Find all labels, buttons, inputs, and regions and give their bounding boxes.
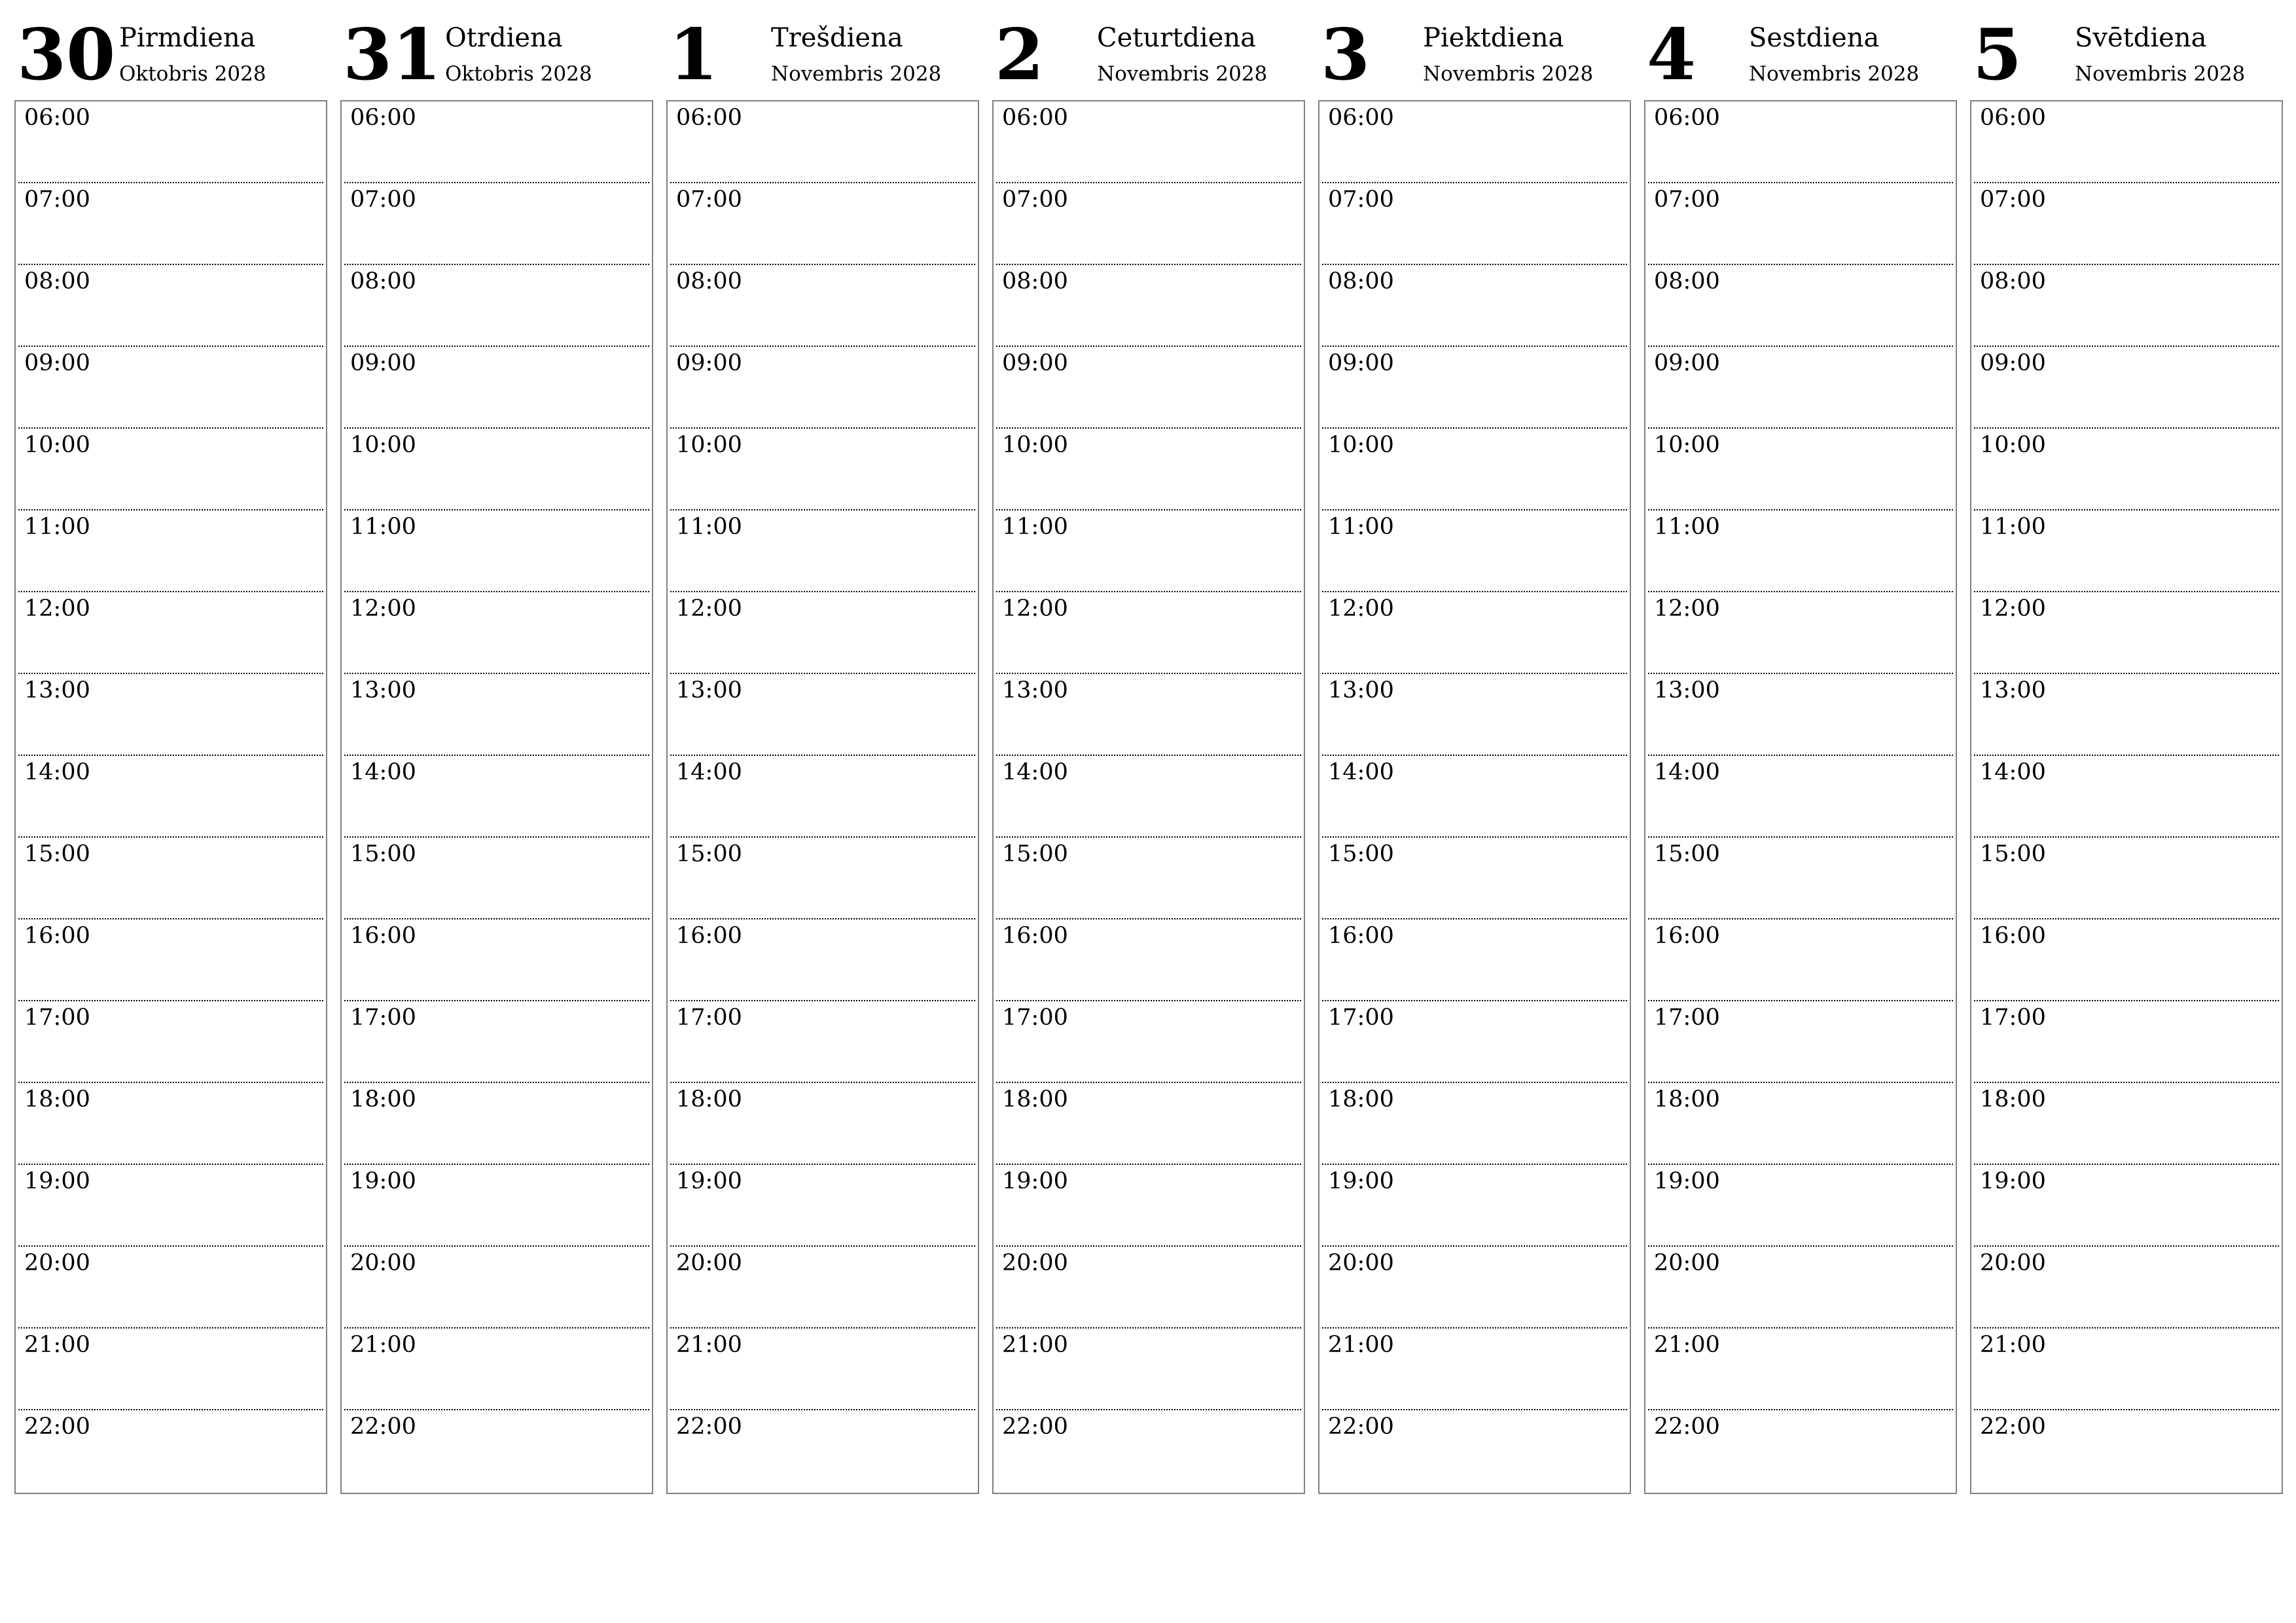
time-slot[interactable] xyxy=(670,1329,975,1410)
time-slot[interactable] xyxy=(18,1001,323,1083)
day-column xyxy=(1318,0,1631,1440)
time-label: 11:00 xyxy=(24,514,90,540)
time-slot[interactable] xyxy=(1322,183,1627,265)
schedule-box xyxy=(992,100,1305,1494)
time-slot[interactable] xyxy=(996,1410,1301,1492)
time-label: 22:00 xyxy=(1980,1414,2046,1440)
time-slot[interactable] xyxy=(1974,592,2279,674)
time-slot[interactable] xyxy=(1322,1083,1627,1165)
time-slot[interactable] xyxy=(1322,429,1627,510)
time-slot[interactable] xyxy=(18,674,323,756)
time-label: 16:00 xyxy=(676,923,742,949)
weekday-name: Ceturtdiena xyxy=(1097,23,1256,53)
month-year: Novembris 2028 xyxy=(1097,62,1268,86)
time-slot[interactable] xyxy=(996,429,1301,510)
time-slot[interactable] xyxy=(1322,1165,1627,1247)
month-year: Novembris 2028 xyxy=(1749,62,1920,86)
day-number: 1 xyxy=(669,14,719,96)
time-slot[interactable] xyxy=(344,919,649,1001)
day-header xyxy=(1970,0,2283,100)
time-label: 18:00 xyxy=(24,1086,90,1113)
time-slot[interactable] xyxy=(1322,838,1627,919)
time-slot[interactable] xyxy=(18,756,323,838)
time-slot[interactable] xyxy=(344,1001,649,1083)
time-slot[interactable] xyxy=(1974,265,2279,347)
day-header xyxy=(340,0,653,100)
time-label: 14:00 xyxy=(350,759,416,785)
day-column xyxy=(1970,0,2283,1440)
time-label: 09:00 xyxy=(1002,350,1068,376)
time-label: 16:00 xyxy=(1328,923,1394,949)
time-label: 17:00 xyxy=(1654,1005,1720,1031)
time-label: 17:00 xyxy=(24,1005,90,1031)
month-year: Novembris 2028 xyxy=(2075,62,2246,86)
time-label: 11:00 xyxy=(1002,514,1068,540)
time-slot[interactable] xyxy=(670,265,975,347)
time-slot[interactable] xyxy=(344,265,649,347)
time-slot[interactable] xyxy=(1648,1329,1953,1410)
weekday-name: Svētdiena xyxy=(2075,23,2207,53)
time-label: 15:00 xyxy=(676,841,742,867)
time-label: 22:00 xyxy=(676,1414,742,1440)
time-label: 20:00 xyxy=(1002,1250,1068,1276)
time-slot[interactable] xyxy=(1974,1165,2279,1247)
time-label: 17:00 xyxy=(1002,1005,1068,1031)
time-label: 13:00 xyxy=(1328,677,1394,704)
time-slot[interactable] xyxy=(1974,756,2279,838)
time-slot[interactable] xyxy=(1648,1410,1953,1492)
time-slot[interactable] xyxy=(18,838,323,919)
time-label: 13:00 xyxy=(1654,677,1720,704)
day-number: 3 xyxy=(1321,14,1371,96)
time-slot[interactable] xyxy=(1648,510,1953,592)
time-slot[interactable] xyxy=(1322,1329,1627,1410)
time-label: 19:00 xyxy=(1654,1168,1720,1194)
time-slot[interactable] xyxy=(18,265,323,347)
time-label: 21:00 xyxy=(24,1332,90,1358)
time-label: 08:00 xyxy=(24,268,90,294)
day-header xyxy=(1644,0,1957,100)
time-label: 17:00 xyxy=(676,1005,742,1031)
weekday-name: Pirmdiena xyxy=(119,23,256,53)
time-slot[interactable] xyxy=(344,183,649,265)
time-slot[interactable] xyxy=(1322,756,1627,838)
time-slot[interactable] xyxy=(996,1247,1301,1329)
day-number: 30 xyxy=(17,14,116,96)
time-label: 13:00 xyxy=(676,677,742,704)
time-label: 09:00 xyxy=(350,350,416,376)
time-slot[interactable] xyxy=(1648,756,1953,838)
time-label: 16:00 xyxy=(24,923,90,949)
day-column xyxy=(14,0,327,1440)
time-slot[interactable] xyxy=(1648,101,1953,183)
time-label: 14:00 xyxy=(1980,759,2046,785)
time-slot[interactable] xyxy=(1322,919,1627,1001)
time-slot[interactable] xyxy=(670,1083,975,1165)
time-slot[interactable] xyxy=(1648,1247,1953,1329)
time-slot[interactable] xyxy=(344,1083,649,1165)
time-label: 08:00 xyxy=(1002,268,1068,294)
time-label: 07:00 xyxy=(676,187,742,213)
time-label: 17:00 xyxy=(1980,1005,2046,1031)
time-slot[interactable] xyxy=(18,510,323,592)
month-year: Novembris 2028 xyxy=(771,62,942,86)
time-label: 19:00 xyxy=(24,1168,90,1194)
time-slot[interactable] xyxy=(670,1247,975,1329)
time-slot[interactable] xyxy=(996,674,1301,756)
time-label: 19:00 xyxy=(1980,1168,2046,1194)
time-slot[interactable] xyxy=(670,838,975,919)
time-label: 22:00 xyxy=(1654,1414,1720,1440)
time-slot[interactable] xyxy=(344,592,649,674)
time-label: 10:00 xyxy=(1654,432,1720,458)
time-label: 16:00 xyxy=(350,923,416,949)
time-slot[interactable] xyxy=(670,1410,975,1492)
time-slot[interactable] xyxy=(1974,1247,2279,1329)
time-label: 20:00 xyxy=(1328,1250,1394,1276)
time-slot[interactable] xyxy=(344,101,649,183)
time-label: 06:00 xyxy=(1654,105,1720,131)
time-label: 10:00 xyxy=(1002,432,1068,458)
time-label: 18:00 xyxy=(1654,1086,1720,1113)
time-slot[interactable] xyxy=(18,919,323,1001)
time-label: 16:00 xyxy=(1002,923,1068,949)
time-slot[interactable] xyxy=(1974,347,2279,429)
day-header xyxy=(14,0,327,100)
time-label: 10:00 xyxy=(676,432,742,458)
time-label: 10:00 xyxy=(24,432,90,458)
time-label: 22:00 xyxy=(1002,1414,1068,1440)
time-label: 09:00 xyxy=(24,350,90,376)
time-slot[interactable] xyxy=(344,1329,649,1410)
month-year: Oktobris 2028 xyxy=(445,62,592,86)
time-slot[interactable] xyxy=(344,1247,649,1329)
weekday-name: Piektdiena xyxy=(1423,23,1564,53)
schedule-box xyxy=(14,100,327,1494)
schedule-box xyxy=(666,100,979,1494)
time-slot[interactable] xyxy=(996,756,1301,838)
time-slot[interactable] xyxy=(18,1410,323,1492)
time-label: 18:00 xyxy=(676,1086,742,1113)
time-slot[interactable] xyxy=(1322,347,1627,429)
time-label: 19:00 xyxy=(1328,1168,1394,1194)
time-label: 18:00 xyxy=(1980,1086,2046,1113)
time-slot[interactable] xyxy=(1322,1001,1627,1083)
schedule-box xyxy=(340,100,653,1494)
time-label: 22:00 xyxy=(1328,1414,1394,1440)
time-label: 06:00 xyxy=(1002,105,1068,131)
time-label: 14:00 xyxy=(1002,759,1068,785)
time-label: 20:00 xyxy=(1654,1250,1720,1276)
time-label: 13:00 xyxy=(24,677,90,704)
time-slot[interactable] xyxy=(670,919,975,1001)
time-label: 21:00 xyxy=(1980,1332,2046,1358)
time-label: 20:00 xyxy=(1980,1250,2046,1276)
day-column xyxy=(340,0,653,1440)
time-slot[interactable] xyxy=(344,674,649,756)
time-label: 11:00 xyxy=(676,514,742,540)
day-column xyxy=(1644,0,1957,1440)
time-label: 12:00 xyxy=(24,596,90,622)
month-year: Oktobris 2028 xyxy=(119,62,266,86)
schedule-box xyxy=(1318,100,1631,1494)
time-label: 08:00 xyxy=(350,268,416,294)
time-slot[interactable] xyxy=(1648,1083,1953,1165)
time-slot[interactable] xyxy=(1648,1001,1953,1083)
time-label: 09:00 xyxy=(1980,350,2046,376)
time-slot[interactable] xyxy=(996,838,1301,919)
day-header xyxy=(666,0,979,100)
time-label: 09:00 xyxy=(1654,350,1720,376)
time-label: 10:00 xyxy=(1328,432,1394,458)
time-label: 16:00 xyxy=(1654,923,1720,949)
time-slot[interactable] xyxy=(996,1001,1301,1083)
time-label: 21:00 xyxy=(1328,1332,1394,1358)
time-label: 18:00 xyxy=(1002,1086,1068,1113)
day-header xyxy=(992,0,1305,100)
month-year: Novembris 2028 xyxy=(1423,62,1594,86)
time-slot[interactable] xyxy=(670,1165,975,1247)
time-label: 07:00 xyxy=(1654,187,1720,213)
time-slot[interactable] xyxy=(670,1001,975,1083)
time-label: 06:00 xyxy=(1328,105,1394,131)
time-label: 11:00 xyxy=(1654,514,1720,540)
time-label: 21:00 xyxy=(350,1332,416,1358)
time-label: 17:00 xyxy=(1328,1005,1394,1031)
time-slot[interactable] xyxy=(670,592,975,674)
time-slot[interactable] xyxy=(670,756,975,838)
time-slot[interactable] xyxy=(1322,265,1627,347)
time-slot[interactable] xyxy=(670,429,975,510)
time-slot[interactable] xyxy=(1648,429,1953,510)
time-slot[interactable] xyxy=(1648,183,1953,265)
time-label: 11:00 xyxy=(1980,514,2046,540)
time-slot[interactable] xyxy=(996,919,1301,1001)
time-slot[interactable] xyxy=(1322,1247,1627,1329)
day-header xyxy=(1318,0,1631,100)
time-slot[interactable] xyxy=(1974,1329,2279,1410)
day-column xyxy=(666,0,979,1440)
time-label: 14:00 xyxy=(1328,759,1394,785)
time-slot[interactable] xyxy=(1648,592,1953,674)
time-slot[interactable] xyxy=(1974,1001,2279,1083)
time-slot[interactable] xyxy=(996,1083,1301,1165)
time-slot[interactable] xyxy=(670,101,975,183)
time-label: 14:00 xyxy=(24,759,90,785)
time-label: 08:00 xyxy=(676,268,742,294)
schedule-box xyxy=(1644,100,1957,1494)
weekday-name: Sestdiena xyxy=(1749,23,1880,53)
time-slot[interactable] xyxy=(1322,592,1627,674)
time-slot[interactable] xyxy=(996,1165,1301,1247)
time-slot[interactable] xyxy=(344,1165,649,1247)
time-label: 19:00 xyxy=(1002,1168,1068,1194)
time-label: 12:00 xyxy=(1002,596,1068,622)
time-slot[interactable] xyxy=(670,347,975,429)
time-label: 10:00 xyxy=(1980,432,2046,458)
time-slot[interactable] xyxy=(18,429,323,510)
time-slot[interactable] xyxy=(18,592,323,674)
time-label: 12:00 xyxy=(676,596,742,622)
day-number: 31 xyxy=(343,14,442,96)
time-slot[interactable] xyxy=(1648,1165,1953,1247)
time-label: 15:00 xyxy=(1654,841,1720,867)
weekday-name: Otrdiena xyxy=(445,23,563,53)
time-label: 13:00 xyxy=(1980,677,2046,704)
day-column xyxy=(992,0,1305,1440)
time-slot[interactable] xyxy=(344,429,649,510)
time-label: 11:00 xyxy=(350,514,416,540)
day-number: 4 xyxy=(1647,14,1696,96)
time-label: 06:00 xyxy=(1980,105,2046,131)
time-label: 18:00 xyxy=(350,1086,416,1113)
time-slot[interactable] xyxy=(996,347,1301,429)
time-slot[interactable] xyxy=(1974,183,2279,265)
time-label: 07:00 xyxy=(350,187,416,213)
time-slot[interactable] xyxy=(18,1165,323,1247)
time-slot[interactable] xyxy=(344,1410,649,1492)
time-slot[interactable] xyxy=(996,510,1301,592)
time-label: 20:00 xyxy=(350,1250,416,1276)
time-slot[interactable] xyxy=(1648,674,1953,756)
time-label: 07:00 xyxy=(1002,187,1068,213)
time-slot[interactable] xyxy=(1974,101,2279,183)
time-slot[interactable] xyxy=(996,592,1301,674)
time-label: 15:00 xyxy=(1328,841,1394,867)
time-label: 19:00 xyxy=(676,1168,742,1194)
time-slot[interactable] xyxy=(1322,1410,1627,1492)
time-slot[interactable] xyxy=(1648,347,1953,429)
time-slot[interactable] xyxy=(1974,1410,2279,1492)
time-label: 07:00 xyxy=(24,187,90,213)
time-label: 22:00 xyxy=(24,1414,90,1440)
time-slot[interactable] xyxy=(1322,101,1627,183)
time-slot[interactable] xyxy=(1974,838,2279,919)
time-label: 19:00 xyxy=(350,1168,416,1194)
day-number: 5 xyxy=(1973,14,2022,96)
time-slot[interactable] xyxy=(670,674,975,756)
time-slot[interactable] xyxy=(670,510,975,592)
time-slot[interactable] xyxy=(996,183,1301,265)
time-slot[interactable] xyxy=(344,510,649,592)
time-label: 14:00 xyxy=(1654,759,1720,785)
time-slot[interactable] xyxy=(18,347,323,429)
time-label: 07:00 xyxy=(1328,187,1394,213)
time-slot[interactable] xyxy=(996,1329,1301,1410)
time-slot[interactable] xyxy=(18,183,323,265)
time-slot[interactable] xyxy=(670,183,975,265)
time-slot[interactable] xyxy=(1974,674,2279,756)
time-label: 20:00 xyxy=(676,1250,742,1276)
day-number: 2 xyxy=(995,14,1045,96)
time-slot[interactable] xyxy=(344,838,649,919)
time-label: 08:00 xyxy=(1980,268,2046,294)
time-label: 08:00 xyxy=(1654,268,1720,294)
time-label: 21:00 xyxy=(676,1332,742,1358)
time-slot[interactable] xyxy=(1648,838,1953,919)
time-label: 09:00 xyxy=(676,350,742,376)
time-label: 10:00 xyxy=(350,432,416,458)
time-label: 06:00 xyxy=(24,105,90,131)
time-slot[interactable] xyxy=(1322,674,1627,756)
time-slot[interactable] xyxy=(1974,919,2279,1001)
time-slot[interactable] xyxy=(996,265,1301,347)
time-slot[interactable] xyxy=(1648,265,1953,347)
time-label: 12:00 xyxy=(1654,596,1720,622)
time-label: 21:00 xyxy=(1002,1332,1068,1358)
time-label: 16:00 xyxy=(1980,923,2046,949)
time-label: 15:00 xyxy=(1002,841,1068,867)
time-label: 08:00 xyxy=(1328,268,1394,294)
time-label: 17:00 xyxy=(350,1005,416,1031)
time-label: 06:00 xyxy=(676,105,742,131)
time-label: 09:00 xyxy=(1328,350,1394,376)
time-label: 22:00 xyxy=(350,1414,416,1440)
time-label: 12:00 xyxy=(1328,596,1394,622)
time-label: 12:00 xyxy=(350,596,416,622)
time-slot[interactable] xyxy=(1974,429,2279,510)
time-label: 11:00 xyxy=(1328,514,1394,540)
schedule-box xyxy=(1970,100,2283,1494)
time-label: 13:00 xyxy=(1002,677,1068,704)
time-slot[interactable] xyxy=(1974,1083,2279,1165)
time-label: 20:00 xyxy=(24,1250,90,1276)
time-label: 12:00 xyxy=(1980,596,2046,622)
time-label: 18:00 xyxy=(1328,1086,1394,1113)
time-label: 21:00 xyxy=(1654,1332,1720,1358)
time-slot[interactable] xyxy=(1974,510,2279,592)
time-slot[interactable] xyxy=(1648,919,1953,1001)
time-label: 13:00 xyxy=(350,677,416,704)
time-label: 15:00 xyxy=(24,841,90,867)
time-slot[interactable] xyxy=(344,756,649,838)
time-slot[interactable] xyxy=(18,101,323,183)
time-slot[interactable] xyxy=(18,1083,323,1165)
time-slot[interactable] xyxy=(344,347,649,429)
time-label: 07:00 xyxy=(1980,187,2046,213)
time-label: 06:00 xyxy=(350,105,416,131)
weekday-name: Trešdiena xyxy=(771,23,903,53)
time-label: 15:00 xyxy=(1980,841,2046,867)
time-label: 15:00 xyxy=(350,841,416,867)
time-slot[interactable] xyxy=(18,1247,323,1329)
time-slot[interactable] xyxy=(996,101,1301,183)
time-slot[interactable] xyxy=(1322,510,1627,592)
time-label: 14:00 xyxy=(676,759,742,785)
time-slot[interactable] xyxy=(18,1329,323,1410)
